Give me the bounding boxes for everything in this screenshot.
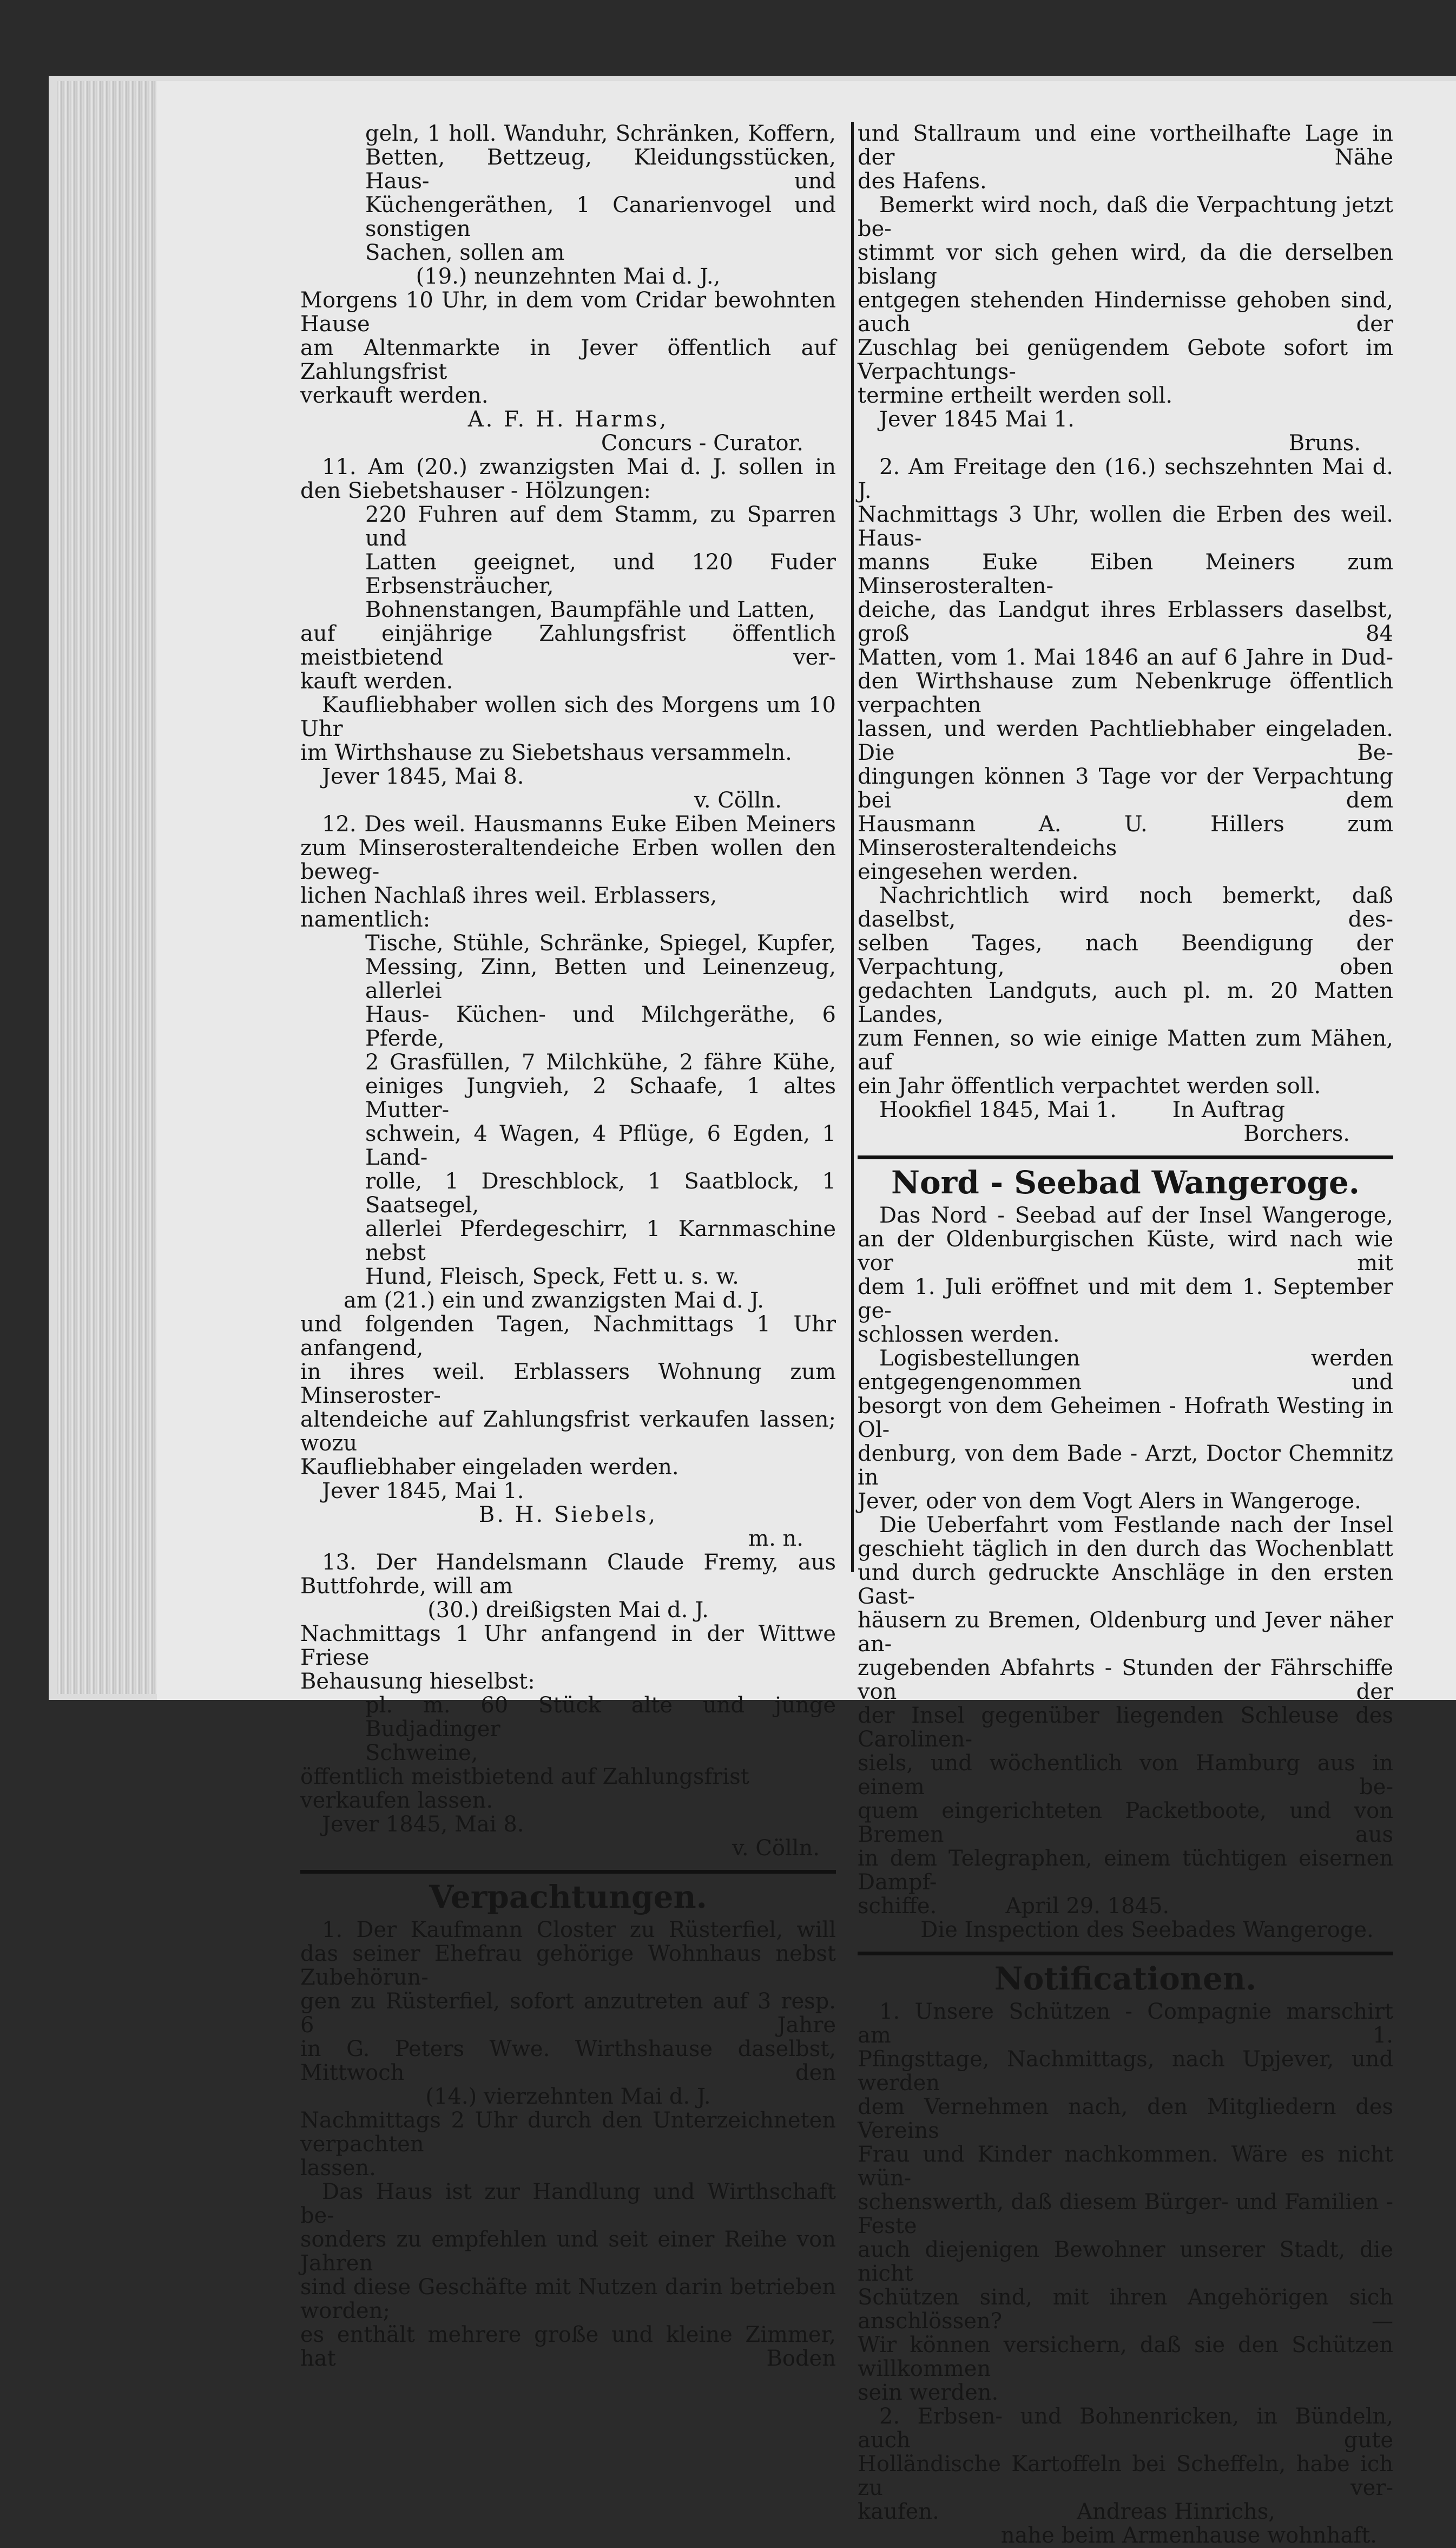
place-date: Jever 1845, Mai 8. <box>322 764 524 789</box>
lot-13 <box>300 1551 836 1860</box>
text-line: termine ertheilt werden soll. <box>858 383 1173 408</box>
signature: B. H. Siebels, <box>478 1502 658 1527</box>
text-line: geschieht täglich in den durch das Wochenblatt <box>858 1536 1393 1561</box>
item-line: Schweine, <box>365 1741 478 1765</box>
lease-2 <box>858 455 1393 1146</box>
item-line: 220 Fuhren auf dem Stamm, zu Sparren und <box>365 502 836 551</box>
item-line: Latten geeignet, und 120 Fuder Erbsensträucher, <box>365 550 836 599</box>
notification-1 <box>858 2000 1393 2405</box>
text-line: Holländische Kartoffeln bei Scheffeln, habe ich zu ver- <box>858 2452 1393 2500</box>
text-line: in G. Peters Wwe. Wirthshause daselbst, Mittwoch den <box>300 2037 836 2085</box>
auction-date: (19.) neunzehnten Mai d. J., <box>416 264 721 289</box>
text-line: zum Minserosteraltendeiche Erben wollen den beweg- <box>300 836 836 884</box>
text-line: Küchengeräthen, 1 Canarienvogel und sonstigen <box>365 193 836 241</box>
text-line: Matten, vom 1. Mai 1846 an auf 6 Jahre in Dud- <box>858 645 1393 670</box>
text-line: den Siebetshauser - Hölzungen: <box>300 478 651 503</box>
text-line: deiche, das Landgut ihres Erblassers daselbst, groß 84 <box>858 597 1393 646</box>
nord-seebad-notice <box>858 1204 1393 1942</box>
text-line: geln, 1 holl. Wanduhr, Schränken, Koffern, <box>365 121 836 146</box>
text-line: und Stallraum und eine vortheilhafte Lage in der Nähe <box>858 121 1393 170</box>
text-line: Das Haus ist zur Handlung und Wirthschaft be- <box>300 2179 836 2228</box>
lease-1 <box>300 1918 836 2370</box>
text-line: Pfingsttage, Nachmittags, nach Upjever, und werden <box>858 2047 1393 2096</box>
text-line: Sachen, sollen am <box>365 240 565 265</box>
place-date: Jever 1845 Mai 1. <box>879 407 1075 432</box>
text-line: kauft werden. <box>300 669 453 694</box>
text-line: 13. Der Handelsmann Claude Fremy, aus <box>322 1550 836 1575</box>
text-line: siels, und wöchentlich von Hamburg aus in einem be- <box>858 1751 1393 1800</box>
text-line: des Hafens. <box>858 169 987 194</box>
text-line: 11. Am (20.) zwanzigsten Mai d. J. sollen in <box>322 455 836 480</box>
place-date: Jever 1845, Mai 1. <box>322 1479 524 1503</box>
place-date: Hookfiel 1845, Mai 1. <box>879 1098 1117 1122</box>
book-page-edges <box>57 81 162 1694</box>
item-line: Tische, Stühle, Schränke, Spiegel, Kupfer, <box>365 931 836 956</box>
text-line: lassen. <box>300 2156 376 2181</box>
signature-address: nahe beim Armenhause wohnhaft. <box>1000 2523 1377 2548</box>
text-line: Morgens 10 Uhr, in dem vom Cridar bewohnten Hause <box>300 288 836 337</box>
text-line: lichen Nachlaß ihres weil. Erblassers, namentlich: <box>300 883 717 932</box>
lot-11 <box>300 455 836 812</box>
lease-1-continuation <box>858 122 1393 455</box>
text-line: 12. Des weil. Hausmanns Euke Eiben Meiners <box>322 812 836 837</box>
signature: Borchers. <box>1243 1121 1350 1146</box>
text-line: im Wirthshause zu Siebetshaus versammeln. <box>300 740 792 765</box>
text-line: Behausung hieselbst: <box>300 1669 535 1694</box>
text-line: öffentlich meistbietend auf Zahlungsfrist verkaufen lassen. <box>300 1764 749 1813</box>
section-heading-notificationen: Notificationen. <box>994 1960 1257 1997</box>
text-line: Kaufliebhaber eingeladen werden. <box>300 1455 679 1480</box>
text-line: zum Fennen, so wie einige Matten zum Mähen, auf <box>858 1026 1393 1075</box>
text-line: sind diese Geschäfte mit Nutzen darin betrieben worden; <box>300 2275 836 2323</box>
text-line: 2. Am Freitage den (16.) sechszehnten Mai d. J. <box>858 455 1393 503</box>
text-line: ein Jahr öffentlich verpachtet werden soll. <box>858 1074 1321 1099</box>
text-line: lassen, und werden Pachtliebhaber eingeladen. Die Be- <box>858 717 1393 765</box>
text-line: Jever, oder von dem Vogt Alers in Wangeroge. <box>858 1489 1361 1514</box>
text-line: schenswerth, daß diesem Bürger- und Familien - Feste <box>858 2190 1393 2238</box>
text-line: Schützen sind, mit ihren Angehörigen sich anschlössen? — <box>858 2285 1393 2334</box>
text-line: der Insel gegenüber liegenden Schleuse des Carolinen- <box>858 1703 1393 1752</box>
text-line: altendeiche auf Zahlungsfrist verkaufen lassen; wozu <box>300 1407 836 1456</box>
text-line: dem Vernehmen nach, den Mitgliedern des Vereins <box>858 2094 1393 2143</box>
text-line: Logisbestellungen werden entgegengenommen und <box>858 1346 1393 1395</box>
text-line: Buttfohrde, will am <box>300 1574 513 1599</box>
signature: v. Cölln. <box>732 1836 820 1861</box>
item-line: einiges Jungvieh, 2 Schaafe, 1 altes Mutter- <box>365 1074 836 1122</box>
text-line: Das Nord - Seebad auf der Insel Wangeroge, <box>879 1203 1393 1228</box>
notification-2 <box>858 2405 1393 2547</box>
section-rule <box>858 1155 1393 1159</box>
text-line: Frau und Kinder nachkommen. Wäre es nicht wün- <box>858 2142 1393 2191</box>
text-line: Betten, Bettzeug, Kleidungsstücken, Haus- und <box>365 145 836 194</box>
text-line: kaufen. Andreas Hinrichs, <box>858 2499 1275 2524</box>
text-line: auf einjährige Zahlungsfrist öffentlich meistbietend ver- <box>300 621 836 670</box>
text-line: eingesehen werden. <box>858 859 1079 884</box>
item-line: Haus- Küchen- und Milchgeräthe, 6 Pferde, <box>365 1002 836 1051</box>
signature-note: m. n. <box>748 1526 803 1551</box>
place-date: Jever 1845, Mai 8. <box>322 1812 524 1837</box>
text-line: 2. Erbsen- und Bohnenricken, in Bündeln, auch gute <box>858 2404 1393 2453</box>
text-line: zugebenden Abfahrts - Stunden der Fährschiffe von der <box>858 1656 1393 1704</box>
section-heading-verpachtungen: Verpachtungen. <box>429 1879 707 1915</box>
text-line: in dem Telegraphen, einem tüchtigen eisernen Dampf- <box>858 1846 1393 1895</box>
text-line: Bemerkt wird noch, daß die Verpachtung jetzt be- <box>858 193 1393 241</box>
signature: v. Cölln. <box>694 788 782 813</box>
place-date-row <box>858 1098 1393 1122</box>
lot-12 <box>300 812 836 1551</box>
section-heading-nord-seebad: Nord - Seebad Wangeroge. <box>891 1164 1360 1201</box>
section-rule <box>858 1952 1393 1955</box>
column-divider <box>851 122 854 1572</box>
text-line: manns Euke Eiben Meiners zum Minserosteralten- <box>858 550 1393 599</box>
signature: Bruns. <box>1288 431 1361 456</box>
item-line: pl. m. 60 Stück alte und junge Budjadinger <box>365 1693 836 1742</box>
text-line: schlossen werden. <box>858 1322 1060 1347</box>
signature: A. F. H. Harms, <box>467 407 669 432</box>
text-line: und durch gedruckte Anschläge in den ersten Gast- <box>858 1560 1393 1609</box>
text-line: dem 1. Juli eröffnet und mit dem 1. September ge- <box>858 1275 1393 1323</box>
left-column <box>300 122 836 2370</box>
text-line: häusern zu Bremen, Oldenburg und Jever näher an- <box>858 1608 1393 1657</box>
section-rule <box>300 1870 836 1874</box>
text-line: denburg, von dem Bade - Arzt, Doctor Chemnitz in <box>858 1441 1393 1490</box>
text-line: in ihres weil. Erblassers Wohnung zum Minseroster- <box>300 1360 836 1408</box>
text-line: entgegen stehenden Hindernisse gehoben sind, auch der <box>858 288 1393 337</box>
text-line: Nachmittags 2 Uhr durch den Unterzeichneten verpachten <box>300 2108 836 2157</box>
item-line: Hund, Fleisch, Speck, Fett u. s. w. <box>365 1264 739 1289</box>
text-line: sein werden. <box>858 2380 999 2405</box>
item-line: schwein, 4 Wagen, 4 Pflüge, 6 Egden, 1 Land- <box>365 1121 836 1170</box>
auction-date: am (21.) ein und zwanzigsten Mai d. J. <box>344 1288 764 1313</box>
text-line: Wir können versichern, daß sie den Schützen willkommen <box>858 2333 1393 2381</box>
text-line: verkauft werden. <box>300 383 489 408</box>
text-line: selben Tages, nach Beendigung der Verpachtung, oben <box>858 931 1393 980</box>
item-line: Messing, Zinn, Betten und Leinenzeug, allerlei <box>365 955 836 1003</box>
text-line: das seiner Ehefrau gehörige Wohnhaus nebst Zubehörun- <box>300 1941 836 1990</box>
text-line: es enthält mehrere große und kleine Zimmer, hat Boden <box>300 2322 836 2371</box>
text-line: Nachmittags 1 Uhr anfangend in der Wittwe Friese <box>300 1621 836 1670</box>
text-line: an der Oldenburgischen Küste, wird nach wie vor mit <box>858 1227 1393 1276</box>
lot-10-continuation <box>300 122 836 455</box>
text-line: am Altenmarkte in Jever öffentlich auf Zahlungsfrist <box>300 336 836 384</box>
signature: Die Inspection des Seebades Wangeroge. <box>920 1917 1374 1942</box>
text-line: den Wirthshause zum Nebenkruge öffentlich verpachten <box>858 669 1393 718</box>
item-line: allerlei Pferdegeschirr, 1 Karnmaschine nebst <box>365 1217 836 1265</box>
commission-note: In Auftrag <box>1172 1098 1285 1122</box>
text-line: gen zu Rüsterfiel, sofort anzutreten auf 3 resp. 6 Jahre <box>300 1989 836 2038</box>
text-line: Kaufliebhaber wollen sich des Morgens um 10 Uhr <box>300 693 836 741</box>
auction-date: (30.) dreißigsten Mai d. J. <box>427 1598 709 1623</box>
auction-date: (14.) vierzehnten Mai d. J. <box>425 2084 711 2109</box>
text-line: Hausmann A. U. Hillers zum Minserosteraltendeichs <box>858 812 1393 861</box>
item-line: 2 Grasfüllen, 7 Milchkühe, 2 fähre Kühe, <box>365 1050 836 1075</box>
text-line: Die Ueberfahrt vom Festlande nach der Insel <box>879 1513 1393 1538</box>
text-line: sonders zu empfehlen und seit einer Reihe von Jahren <box>300 2227 836 2276</box>
text-line: 1. Unsere Schützen - Compagnie marschirt am 1. <box>858 1999 1393 2048</box>
text-line: besorgt von dem Geheimen - Hofrath Westing in Ol- <box>858 1394 1393 1442</box>
text-line: stimmt vor sich gehen wird, da die derselben bislang <box>858 240 1393 289</box>
item-line: Bohnenstangen, Baumpfähle und Latten, <box>365 597 815 622</box>
text-line: gedachten Landguts, auch pl. m. 20 Matten Landes, <box>858 979 1393 1027</box>
text-line: auch diejenigen Bewohner unserer Stadt, die nicht <box>858 2237 1393 2286</box>
right-column <box>858 122 1393 2547</box>
text-line: Nachmittags 3 Uhr, wollen die Erben des weil. Haus- <box>858 502 1393 551</box>
text-line: schiffe. April 29. 1845. <box>858 1894 1170 1919</box>
item-line: rolle, 1 Dreschblock, 1 Saatblock, 1 Saatsegel, <box>365 1169 836 1218</box>
text-line: Nachrichtlich wird noch bemerkt, daß daselbst, des- <box>858 883 1393 932</box>
signature-title: Concurs - Curator. <box>601 431 803 456</box>
text-line: 1. Der Kaufmann Closter zu Rüsterfiel, will <box>322 1917 836 1942</box>
text-line: quem eingerichteten Packetboote, und von Bremen aus <box>858 1798 1393 1847</box>
text-line: Zuschlag bei genügendem Gebote sofort im Verpachtungs- <box>858 336 1393 384</box>
text-line: und folgenden Tagen, Nachmittags 1 Uhr anfangend, <box>300 1312 836 1361</box>
text-line: dingungen können 3 Tage vor der Verpachtung bei dem <box>858 764 1393 813</box>
